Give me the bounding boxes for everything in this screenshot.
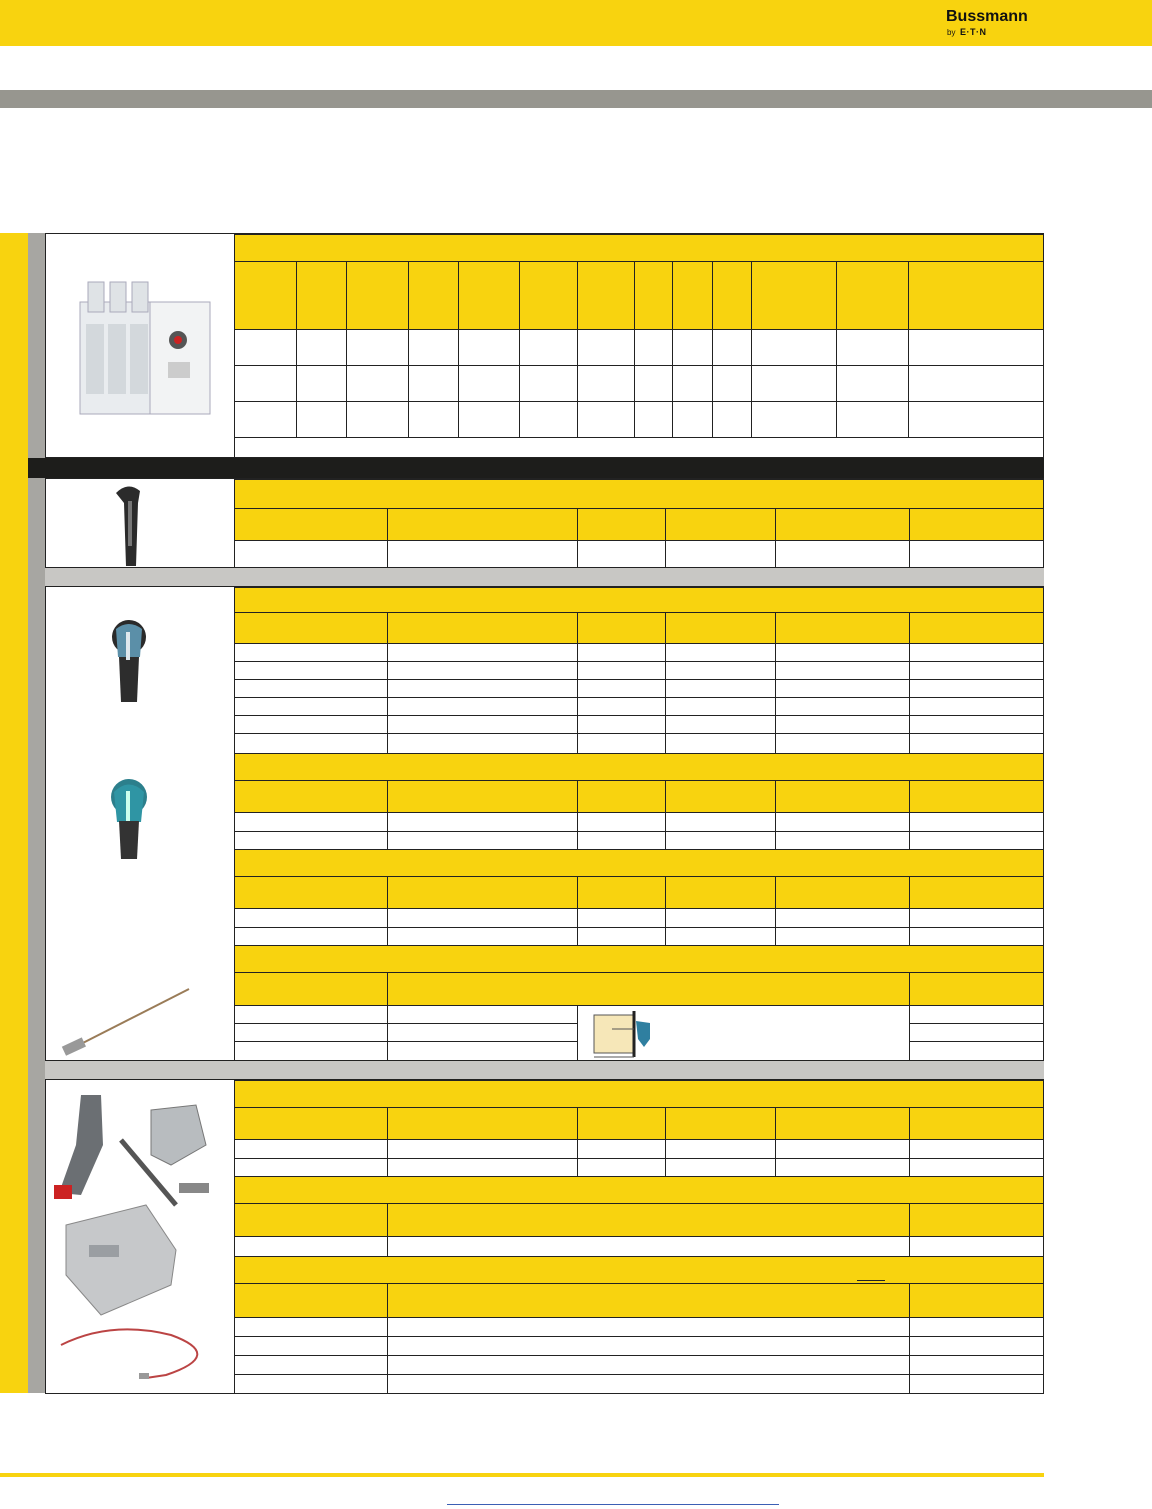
- black-handle-table: [234, 479, 1044, 568]
- teal-handle-image: [104, 777, 154, 862]
- interlock-table: [234, 1080, 1044, 1177]
- kit-table: [234, 1176, 1044, 1257]
- switch-spec-table: [234, 234, 1044, 458]
- logo-name: Bussmann: [946, 8, 1028, 25]
- extension-shaft-image: [61, 987, 191, 1057]
- section-switch: [45, 233, 1044, 458]
- logo-by: by: [947, 28, 956, 37]
- logo-eaton: E·T·N: [960, 27, 987, 37]
- bowden-table: [234, 1256, 1044, 1394]
- interlock-images: [51, 1085, 231, 1390]
- header-underline: [857, 1280, 885, 1281]
- fuse-switch-image: [78, 272, 218, 422]
- left-gray-stripe: [28, 233, 45, 1393]
- section-black-handle: [45, 478, 1044, 568]
- light-divider-1: [45, 568, 1044, 586]
- dark-divider: [28, 458, 1044, 478]
- blue-handle-table: [234, 587, 1044, 754]
- bussmann-logo: [946, 8, 1046, 40]
- section-bar: [0, 90, 1152, 108]
- light-divider-2: [45, 1061, 1044, 1079]
- handle-variant-table: [234, 849, 1044, 946]
- footer-link[interactable]: [447, 1504, 779, 1505]
- section-handles: [45, 586, 1044, 1061]
- black-handle-image: [108, 481, 158, 569]
- header-bar: [0, 0, 1152, 46]
- shaft-table: [234, 945, 1044, 1061]
- blue-handle-image: [104, 617, 154, 707]
- footer-line: [0, 1473, 1044, 1477]
- section-interlock: [45, 1079, 1044, 1394]
- left-yellow-stripe: [0, 233, 28, 1393]
- mounting-diagram: [592, 1009, 672, 1059]
- teal-handle-table: [234, 753, 1044, 850]
